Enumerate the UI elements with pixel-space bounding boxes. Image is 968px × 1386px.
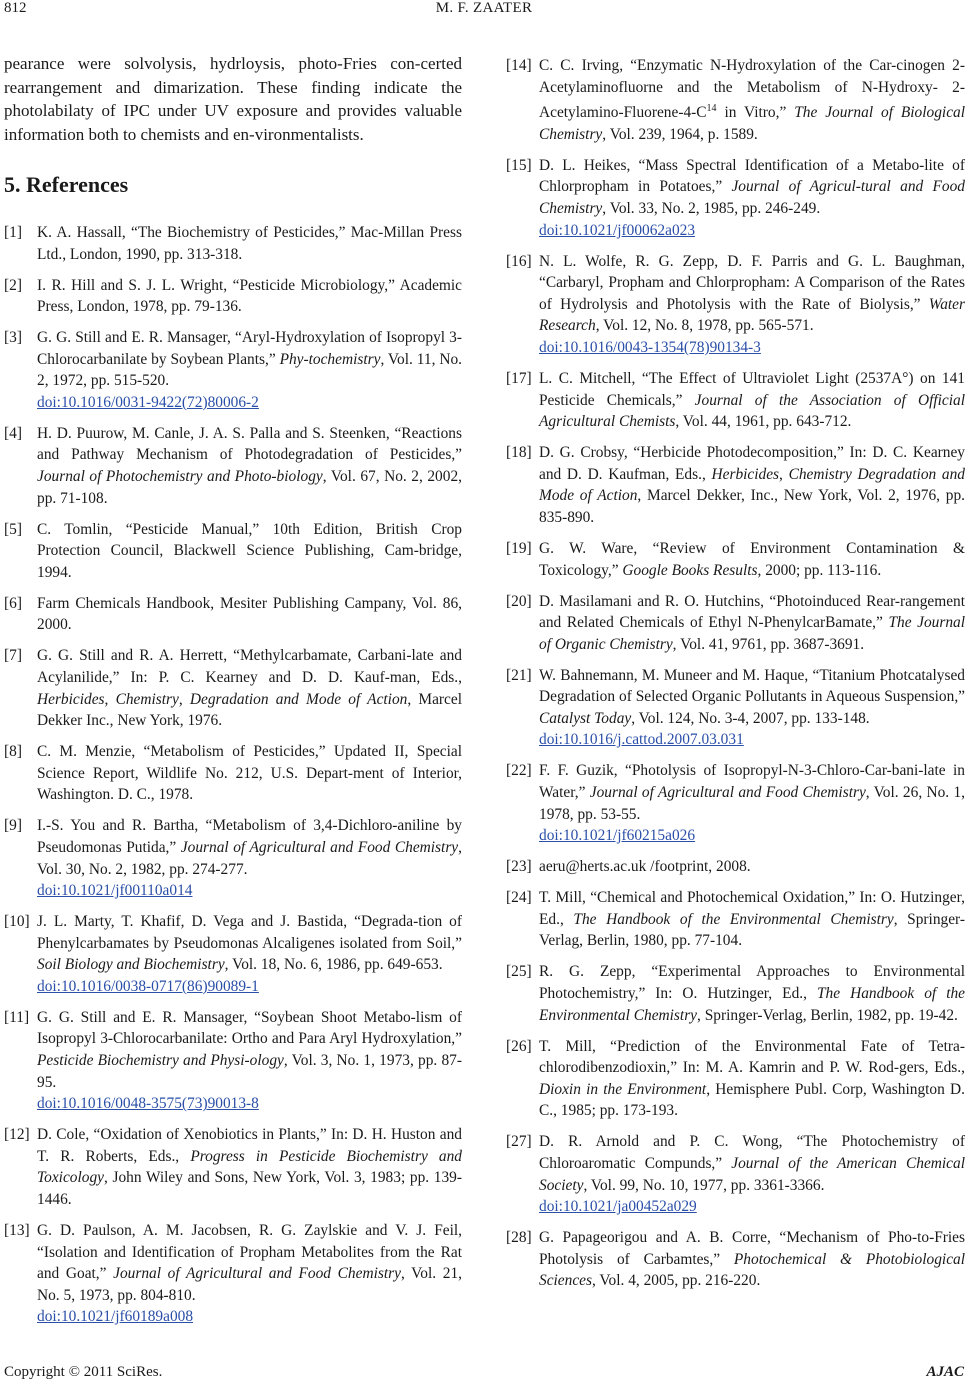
reference-segment: in Vitro,”: [716, 104, 795, 122]
reference-italic: Journal of Agricultural and Food Chemistry: [113, 1265, 401, 1283]
reference-segment: N. L. Wolfe, R. G. Zepp, D. F. Parris and G. L. Baughman, “Carbaryl, Propham and Chlorpropham: A Comparison of the Rates of Hydrolysis and Photolysis with the Rate of Biolysis,”: [539, 252, 965, 313]
reference-entry: [4, 1007, 462, 1115]
reference-italic: Journal of the Association of Official Agricultural Chemists: [539, 391, 965, 431]
reference-number: [24]: [506, 889, 532, 907]
reference-entry: [506, 760, 965, 846]
reference-number: [20]: [506, 592, 532, 610]
reference-italic: Soil Biology and Biochemistry: [37, 956, 225, 974]
reference-text: [37, 1220, 462, 1328]
reference-entry: [506, 591, 965, 656]
reference-segment: , Vol. 30, No. 2, 1982, pp. 274-277.: [37, 838, 462, 878]
reference-entry: [506, 251, 965, 359]
reference-segment: G. Papageorigou and A. B. Corre, “Mechanism of Pho-to-Fries Photolysis of Carbamtes,”: [539, 1229, 965, 1268]
reference-number: [11]: [4, 1008, 30, 1026]
doi-link[interactable]: doi:10.1016/0038-0717(86)90089-1: [37, 977, 259, 995]
reference-number: [27]: [506, 1133, 532, 1151]
reference-entry: [4, 741, 462, 806]
reference-entry: [506, 856, 965, 878]
reference-segment: ,: [178, 690, 190, 708]
reference-segment: , Springer-Verlag, Berlin, 1980, pp. 77-104.: [539, 910, 965, 950]
reference-text: [37, 1124, 462, 1210]
reference-number: [4]: [4, 424, 22, 442]
reference-segment: L. C. Mitchell, “The Effect of Ultraviolet Light (2537A°) on 141 Pesticide Chemicals,”: [539, 370, 965, 409]
reference-italic: Pesticide Biochemistry and Physi-ology: [37, 1052, 284, 1070]
reference-text: [539, 856, 965, 878]
running-head: M. F. ZAATER: [435, 0, 533, 16]
reference-number: [5]: [4, 520, 22, 538]
reference-number: [15]: [506, 156, 532, 174]
reference-number: [6]: [4, 594, 22, 612]
reference-segment: D. R. Arnold and P. C. Wong, “The Photochemistry of Chloroaromatic Compunds,”: [539, 1133, 965, 1172]
doi-link[interactable]: doi:10.1021/jf60215a026: [539, 827, 696, 845]
reference-text: [37, 275, 462, 318]
reference-entry: [506, 538, 965, 581]
reference-italic: Herbicides: [37, 690, 105, 708]
reference-text: [539, 442, 965, 528]
reference-entry: [506, 1036, 965, 1122]
reference-segment: G. D. Paulson, A. M. Jacobsen, R. G. Zaylskie and V. J. Feil, “Isolation and Identification of Propham Metabolites from the Rat and Goat,”: [37, 1222, 462, 1283]
reference-segment: , Vol. 18, No. 6, 1986, pp. 649-653.: [224, 956, 443, 974]
reference-text: [539, 1227, 965, 1292]
reference-segment: , Vol. 33, No. 2, 1985, pp. 246-249.: [602, 200, 821, 218]
doi-link[interactable]: doi:10.1016/0043-1354(78)90134-3: [539, 339, 761, 357]
reference-number: [3]: [4, 329, 22, 347]
reference-number: [19]: [506, 539, 532, 557]
reference-entry: [506, 1227, 965, 1292]
reference-italic: Journal of Photochemistry and Photo-biology: [37, 468, 323, 486]
reference-segment: I.-S. You and R. Bartha, “Metabolism of 3,4-Dichloro-aniline by Pseudomonas Putida,”: [37, 817, 462, 856]
reference-italic: Google Books Results: [622, 561, 758, 579]
reference-italic: Catalyst Today: [539, 709, 632, 727]
reference-number: [21]: [506, 666, 532, 684]
reference-italic: Progress in Pesticide Biochemistry and Toxicology: [37, 1147, 462, 1187]
reference-segment: D. Cole, “Oxidation of Xenobiotics in Plants,” In: D. H. Huston and T. R. Roberts, Eds.,: [37, 1126, 462, 1165]
reference-segment: Farm Chemicals Handbook, Mesiter Publishing Campany, Vol. 86, 2000.: [37, 594, 462, 634]
reference-text: [37, 645, 462, 731]
reference-text: [539, 591, 965, 656]
reference-segment: , Hemisphere Publ. Corp, Washington D. C., 1985; pp. 173-193.: [539, 1080, 965, 1120]
reference-italic: The Handbook of the Environmental Chemistry: [539, 984, 965, 1024]
reference-italic: Chemistry: [115, 690, 179, 708]
doi-link[interactable]: doi:10.1016/0048-3575(73)90013-8: [37, 1095, 259, 1113]
doi-link[interactable]: doi:10.1021/jf00062a023: [539, 221, 696, 239]
reference-entry: [4, 645, 462, 731]
reference-segment: ,: [779, 465, 789, 483]
reference-segment: , Vol. 12, No. 8, 1978, pp. 565-571.: [595, 317, 814, 335]
reference-segment: , Vol. 44, 1961, pp. 643-712.: [675, 413, 852, 431]
doi-link[interactable]: doi:10.1016/0031-9422(72)80006-2: [37, 393, 259, 411]
reference-italic: Journal of Agricultural and Food Chemistry: [589, 784, 866, 802]
reference-text: [539, 251, 965, 359]
reference-list-right: [506, 55, 965, 1292]
reference-text: [37, 423, 462, 509]
section-heading: 5. References: [4, 172, 129, 198]
reference-number: [1]: [4, 223, 22, 241]
reference-segment: G. G. Still and E. R. Mansager, “Aryl-Hydroxylation of Isopropyl 3-Chlorocarbanilate by Soybean Plants,”: [37, 329, 462, 368]
reference-segment: I. R. Hill and S. J. L. Wright, “Pesticide Microbiology,” Academic Press, London, 1978, pp. 79-136.: [37, 276, 462, 316]
reference-segment: G. G. Still and E. R. Mansager, “Soybean Shoot Metabo-lism of Isopropyl 3-Chlorocarbanilate: Ortho and Para Aryl Hydroxylation,”: [37, 1008, 462, 1048]
reference-segment: , Vol. 26, No. 1, 1978, pp. 53-55.: [539, 784, 965, 823]
reference-text: [37, 1007, 462, 1115]
reference-entry: [506, 1131, 965, 1217]
reference-segment: aeru@herts.ac.uk /footprint, 2008.: [539, 858, 751, 876]
reference-segment: , Vol. 67, No. 2, 2002, pp. 71-108.: [37, 468, 462, 507]
reference-text: [539, 887, 965, 952]
reference-entry: [506, 155, 965, 241]
reference-segment: D. Masilamani and R. O. Hutchins, “Photoinduced Rear-rangement and Related Chemicals of Ethyl N-PhenylcarBamate,”: [539, 592, 965, 632]
reference-entry: [4, 423, 462, 509]
reference-entry: [4, 519, 462, 584]
reference-entry: [4, 275, 462, 318]
reference-number: [14]: [506, 57, 532, 74]
reference-list-left: [4, 222, 462, 1328]
reference-entry: [4, 815, 462, 901]
reference-entry: [4, 911, 462, 997]
reference-segment: , Vol. 11, No. 2, 1972, pp. 515-520.: [37, 350, 462, 390]
reference-italic: Photochemical & Photobiological Sciences: [539, 1250, 965, 1290]
footer-copyright: Copyright © 2011 SciRes.: [4, 1364, 163, 1380]
reference-segment: , Marcel Dekker, Inc., New York, Vol. 2, 1976, pp. 835-890.: [539, 487, 965, 526]
reference-text: [539, 665, 965, 751]
reference-entry: [4, 1220, 462, 1328]
reference-number: [18]: [506, 444, 532, 462]
reference-italic: Dioxin in the Environment: [539, 1080, 707, 1098]
reference-number: [12]: [4, 1126, 30, 1144]
reference-italic: Journal of Agricultural and Food Chemistry: [180, 838, 459, 856]
reference-text: [539, 368, 965, 433]
reference-entry: [506, 368, 965, 433]
reference-italic: The Journal of Organic Chemistry: [539, 614, 966, 653]
reference-entry: [4, 1124, 462, 1210]
reference-number: [7]: [4, 647, 22, 665]
reference-italic: Chemistry Degradation and Mode of Action: [539, 465, 965, 505]
reference-number: [25]: [506, 963, 532, 981]
reference-number: [13]: [4, 1222, 30, 1239]
reference-text: [37, 741, 462, 806]
reference-segment: , Vol. 99, No. 10, 1977, pp. 3361-3366.: [583, 1176, 825, 1194]
reference-text: [37, 815, 462, 901]
reference-text: [539, 538, 965, 581]
reference-segment: , Vol. 3, No. 1, 1973, pp. 87-95.: [37, 1052, 462, 1091]
reference-italic: Degradation and Mode of Action: [189, 690, 408, 708]
reference-text: [539, 1036, 965, 1122]
reference-entry: [506, 961, 965, 1026]
reference-italic: Herbicides: [711, 465, 780, 483]
footer-journal: AJAC: [926, 1364, 964, 1380]
reference-text: [37, 519, 462, 584]
reference-number: [8]: [4, 743, 22, 761]
doi-link[interactable]: doi:10.1021/jf60189a008: [37, 1308, 194, 1326]
reference-text: [37, 222, 462, 265]
reference-segment: D. L. Heikes, “Mass Spectral Identification of a Metabo-lite of Chlorpropham in Potatoes,”: [539, 156, 965, 196]
reference-segment: C. M. Menzie, “Metabolism of Pesticides,” Updated II, Special Science Report, Wildlife No. 212, U.S. Depart-ment of Interior, Washington. D. C., 1978.: [37, 743, 462, 804]
reference-text: [37, 327, 462, 413]
reference-segment: H. D. Puurow, M. Canle, J. A. S. Palla and S. Steenken, “Reactions and Pathway Mechanism of Photodegradation of Pesticides,”: [37, 424, 462, 464]
reference-number: [22]: [506, 762, 532, 780]
reference-segment: R. G. Zepp, “Experimental Approaches to Environmental Photochemistry,” In: O. Hutzinger, Ed.,: [539, 963, 965, 1002]
reference-segment: , 2000; pp. 113-116.: [757, 561, 882, 579]
reference-number: [2]: [4, 276, 22, 294]
reference-text: [539, 961, 965, 1026]
reference-number: [9]: [4, 817, 22, 835]
reference-italic: The Handbook of the Environmental Chemistry: [573, 910, 894, 928]
reference-number: [16]: [506, 252, 532, 270]
reference-italic: Journal of Agricul-tural and Food Chemistry: [539, 178, 965, 218]
reference-text: [37, 911, 462, 997]
reference-number: [28]: [506, 1229, 532, 1247]
doi-link[interactable]: doi:10.1021/jf00110a014: [37, 882, 193, 900]
reference-segment: G. W. Ware, “Review of Environment Contamination & Toxicology,”: [539, 539, 965, 579]
reference-text: [539, 1131, 965, 1217]
reference-segment: , Vol. 4, 2005, pp. 216-220.: [591, 1272, 761, 1290]
reference-segment: ,: [104, 690, 116, 708]
reference-entry: [4, 593, 462, 636]
reference-italic: The Journal of Biological Chemistry: [539, 104, 965, 143]
page-number: 812: [4, 0, 27, 16]
reference-text: [539, 155, 965, 241]
reference-italic: Phy-tochemistry: [279, 350, 381, 368]
reference-entry: [506, 665, 965, 751]
intro-paragraph: pearance were solvolysis, hydrloysis, photo-Fries con-certed rearrangement and dimarization. These finding indicate the photolabilaty of IPC under UV exposure and provides valuable information both to chemists and en-vironmentalists.: [4, 54, 462, 144]
reference-entry: [506, 887, 965, 952]
reference-segment: C. C. Irving, “Enzymatic N-Hydroxylation of the Car-cinogen 2-Acetylaminofluorne and the Metabolism of N-Hydroxy- 2-Acetylamino-Fluorene-4-C: [539, 57, 965, 122]
doi-link[interactable]: doi:10.1021/ja00452a029: [539, 1198, 697, 1216]
reference-segment: G. G. Still and R. A. Herrett, “Methylcarbamate, Carbani-late and Acylanilide,” In: P. C. Kearney and D. D. Kauf-man, Eds.,: [37, 647, 462, 686]
reference-segment: , Vol. 21, No. 5, 1973, pp. 804-810.: [37, 1265, 463, 1304]
reference-segment: W. Bahnemann, M. Muneer and M. Haque, “Titanium Photcatalysed Degradation of Selected Organic Pollutants in Aqueous Suspension,”: [539, 666, 965, 706]
reference-segment: D. G. Crobsy, “Herbicide Photodecomposition,” In: D. C. Kearney and D. D. Kaufman, Eds.,: [539, 444, 965, 483]
reference-superscript: 14: [706, 103, 717, 115]
reference-segment: C. Tomlin, “Pesticide Manual,” 10th Edition, British Crop Protection Council, Blackwell Science Publishing, Cam-bridge, 1994.: [37, 520, 462, 581]
reference-italic: Journal of the American Chemical Society: [539, 1154, 965, 1194]
reference-text: [539, 760, 965, 846]
left-column: [4, 52, 462, 1337]
reference-segment: K. A. Hassall, “The Biochemistry of Pesticides,” Mac-Millan Press Ltd., London, 1990, pp. 313-318.: [37, 223, 462, 263]
reference-number: [10]: [4, 913, 30, 931]
reference-segment: F. F. Guzik, “Photolysis of Isopropyl-N-3-Chloro-Car-bani-late in Water,”: [539, 762, 965, 802]
reference-entry: [506, 442, 965, 528]
reference-text: [37, 593, 462, 636]
right-column: [506, 55, 965, 1301]
reference-number: [17]: [506, 370, 532, 388]
reference-segment: , Vol. 239, 1964, p. 1589.: [602, 125, 758, 143]
reference-segment: , John Wiley and Sons, New York, Vol. 3, 1983; pp. 139-1446.: [37, 1169, 462, 1209]
reference-segment: , Marcel Dekker Inc., New York, 1976.: [37, 690, 462, 730]
reference-entry: [506, 55, 965, 146]
reference-segment: , Vol. 124, No. 3-4, 2007, pp. 133-148.: [631, 709, 870, 727]
reference-entry: [4, 222, 462, 265]
doi-link[interactable]: doi:10.1016/j.cattod.2007.03.031: [539, 731, 744, 749]
reference-number: [26]: [506, 1037, 532, 1055]
reference-segment: , Springer-Verlag, Berlin, 1982, pp. 19-42.: [697, 1006, 958, 1024]
reference-number: [23]: [506, 858, 532, 876]
reference-segment: T. Mill, “Prediction of the Environmental Fate of Tetra-chlorodibenzodioxin,” In: M. A. Kamrin and P. W. Rod-gers, Eds.,: [539, 1037, 965, 1077]
reference-entry: [4, 327, 462, 413]
reference-italic: Water Research: [539, 295, 965, 335]
reference-text: [539, 55, 965, 146]
reference-segment: T. Mill, “Chemical and Photochemical Oxidation,” In: O. Hutzinger, Ed.,: [539, 889, 965, 928]
reference-segment: , Vol. 41, 9761, pp. 3687-3691.: [672, 635, 865, 653]
reference-segment: J. L. Marty, T. Khafif, D. Vega and J. Bastida, “Degrada-tion of Phenylcarbamates by Pseudomonas Alcaligenes isolated from Soil,”: [37, 913, 462, 952]
